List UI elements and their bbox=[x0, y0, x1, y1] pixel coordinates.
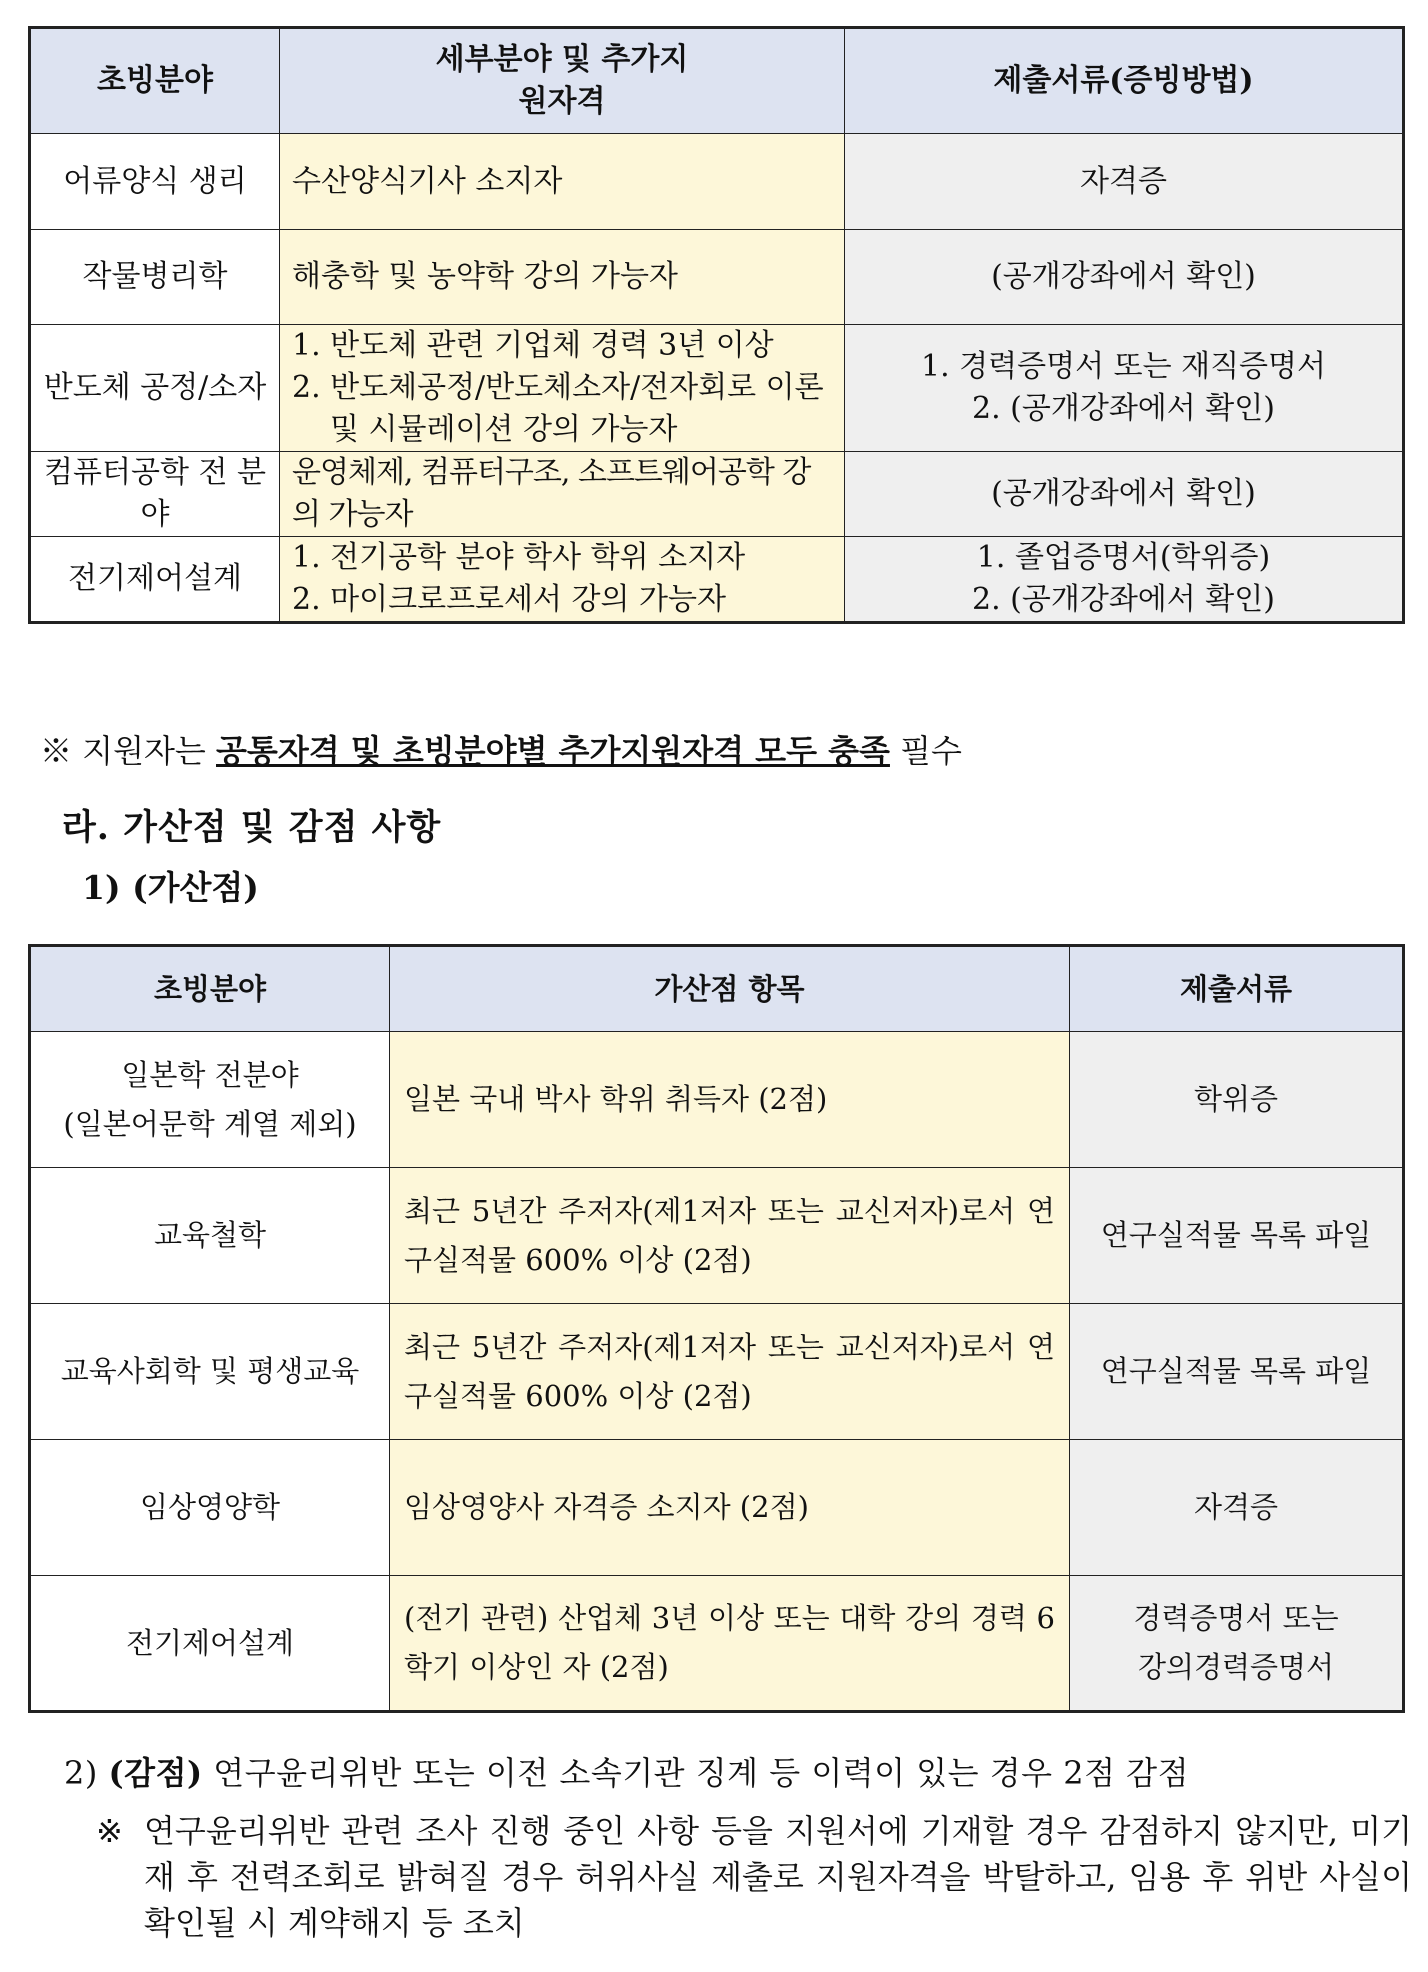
requirement-emphasis: 공통자격 및 초빙분야별 추가지원자격 모두 충족 bbox=[216, 732, 890, 770]
list-item: 1. 전기공학 분야 학사 학위 소지자 bbox=[292, 540, 746, 575]
table-row bbox=[30, 1168, 1404, 1304]
header-qualification: 세부분야 및 추가지원자격 bbox=[280, 28, 845, 134]
subsection-heading: 1) (가산점) bbox=[82, 868, 259, 907]
header-bonus-item: 가산점 항목 bbox=[390, 946, 1070, 1032]
table-row bbox=[30, 230, 1404, 325]
header-documents: 제출서류(증빙방법) bbox=[845, 28, 1404, 134]
list-item: 2. 반도체공정/반도체소자/전자회로 이론 및 시뮬레이션 강의 가능자 bbox=[292, 370, 824, 447]
list-item: 2. (공개강좌에서 확인) bbox=[972, 391, 1275, 426]
header-documents: 제출서류 bbox=[1070, 946, 1404, 1032]
bonus-item-cell: (전기 관련) 산업체 3년 이상 또는 대학 강의 경력 6학기 이상인 자 (2점) bbox=[390, 1576, 1070, 1712]
qualification-list bbox=[292, 537, 832, 621]
list-item: 1. 졸업증명서(학위증) bbox=[976, 540, 1271, 575]
qualification-list bbox=[292, 325, 832, 451]
documents-cell: 연구실적물 목록 파일 bbox=[1070, 1168, 1404, 1304]
table-row bbox=[30, 134, 1404, 230]
note-text: 연구윤리위반 관련 조사 진행 중인 사항 등을 지원서에 기재할 경우 감점하지 않지만, 미기재 후 전력조회로 밝혀질 경우 허위사실 제출로 지원자격을 박탈하고, 임용 후 위반 사실이 확인될 시 계약해지 등 조치 bbox=[144, 1812, 1412, 1942]
documents-cell bbox=[845, 537, 1404, 623]
bonus-item-cell: 일본 국내 박사 학위 취득자 (2점) bbox=[390, 1032, 1070, 1168]
bonus-item-cell: 최근 5년간 주저자(제1저자 또는 교신저자)로서 연구실적물 600% 이상 (2점) bbox=[390, 1304, 1070, 1440]
documents-cell: 학위증 bbox=[1070, 1032, 1404, 1168]
table-row bbox=[30, 537, 1404, 623]
penalty-label: (감점) bbox=[108, 1754, 203, 1792]
field-cell: 작물병리학 bbox=[30, 230, 280, 325]
qualification-cell: 해충학 및 농약학 강의 가능자 bbox=[280, 230, 845, 325]
bonus-points-table bbox=[28, 944, 1405, 1713]
list-item: 1. 경력증명서 또는 재직증명서 bbox=[921, 349, 1326, 384]
documents-cell: 연구실적물 목록 파일 bbox=[1070, 1304, 1404, 1440]
documents-cell: (공개강좌에서 확인) bbox=[845, 230, 1404, 325]
field-cell: 어류양식 생리 bbox=[30, 134, 280, 230]
documents-cell: 자격증 bbox=[845, 134, 1404, 230]
list-item: 1. 반도체 관련 기업체 경력 3년 이상 bbox=[292, 328, 774, 363]
field-cell: 반도체 공정/소자 bbox=[30, 325, 280, 452]
table-row bbox=[30, 1032, 1404, 1168]
header-field: 초빙분야 bbox=[30, 28, 280, 134]
table-row bbox=[30, 1576, 1404, 1712]
qualification-cell bbox=[280, 325, 845, 452]
table-row bbox=[30, 452, 1404, 537]
field-cell: 교육철학 bbox=[30, 1168, 390, 1304]
field-cell: 임상영양학 bbox=[30, 1440, 390, 1576]
bonus-item-cell: 최근 5년간 주저자(제1저자 또는 교신저자)로서 연구실적물 600% 이상 (2점) bbox=[390, 1168, 1070, 1304]
header-field: 초빙분야 bbox=[30, 946, 390, 1032]
documents-cell: 경력증명서 또는 강의경력증명서 bbox=[1070, 1576, 1404, 1712]
qualification-cell: 운영체제, 컴퓨터구조, 소프트웨어공학 강의 가능자 bbox=[280, 452, 845, 537]
documents-cell: (공개강좌에서 확인) bbox=[845, 452, 1404, 537]
table-header-row bbox=[30, 28, 1404, 134]
table-row bbox=[30, 1304, 1404, 1440]
table-row bbox=[30, 325, 1404, 452]
documents-list bbox=[857, 537, 1390, 621]
field-cell: 전기제어설계 bbox=[30, 1576, 390, 1712]
section-heading: 라. 가산점 및 감점 사항 bbox=[62, 807, 442, 848]
field-cell: 컴퓨터공학 전 분야 bbox=[30, 452, 280, 537]
documents-cell bbox=[845, 325, 1404, 452]
requirement-notice: ※ 지원자는 공통자격 및 초빙분야별 추가지원자격 모두 충족 필수 bbox=[40, 732, 962, 770]
list-item: 2. 마이크로프로세서 강의 가능자 bbox=[292, 582, 726, 617]
qualification-cell bbox=[280, 537, 845, 623]
note-mark: ※ bbox=[96, 1812, 123, 1850]
field-cell: 일본학 전분야 (일본어문학 계열 제외) bbox=[30, 1032, 390, 1168]
documents-cell: 자격증 bbox=[1070, 1440, 1404, 1576]
field-cell: 전기제어설계 bbox=[30, 537, 280, 623]
table-row bbox=[30, 1440, 1404, 1576]
qualification-table bbox=[28, 26, 1405, 624]
bonus-item-cell: 임상영양사 자격증 소지자 (2점) bbox=[390, 1440, 1070, 1576]
penalty-note bbox=[96, 1808, 1412, 1946]
list-item: 2. (공개강좌에서 확인) bbox=[972, 582, 1275, 617]
field-cell: 교육사회학 및 평생교육 bbox=[30, 1304, 390, 1440]
qualification-cell: 수산양식기사 소지자 bbox=[280, 134, 845, 230]
documents-list bbox=[857, 346, 1390, 430]
table-header-row bbox=[30, 946, 1404, 1032]
penalty-paragraph: 2) (감점) 연구윤리위반 또는 이전 소속기관 징계 등 이력이 있는 경우 2점 감점 bbox=[64, 1754, 1190, 1792]
